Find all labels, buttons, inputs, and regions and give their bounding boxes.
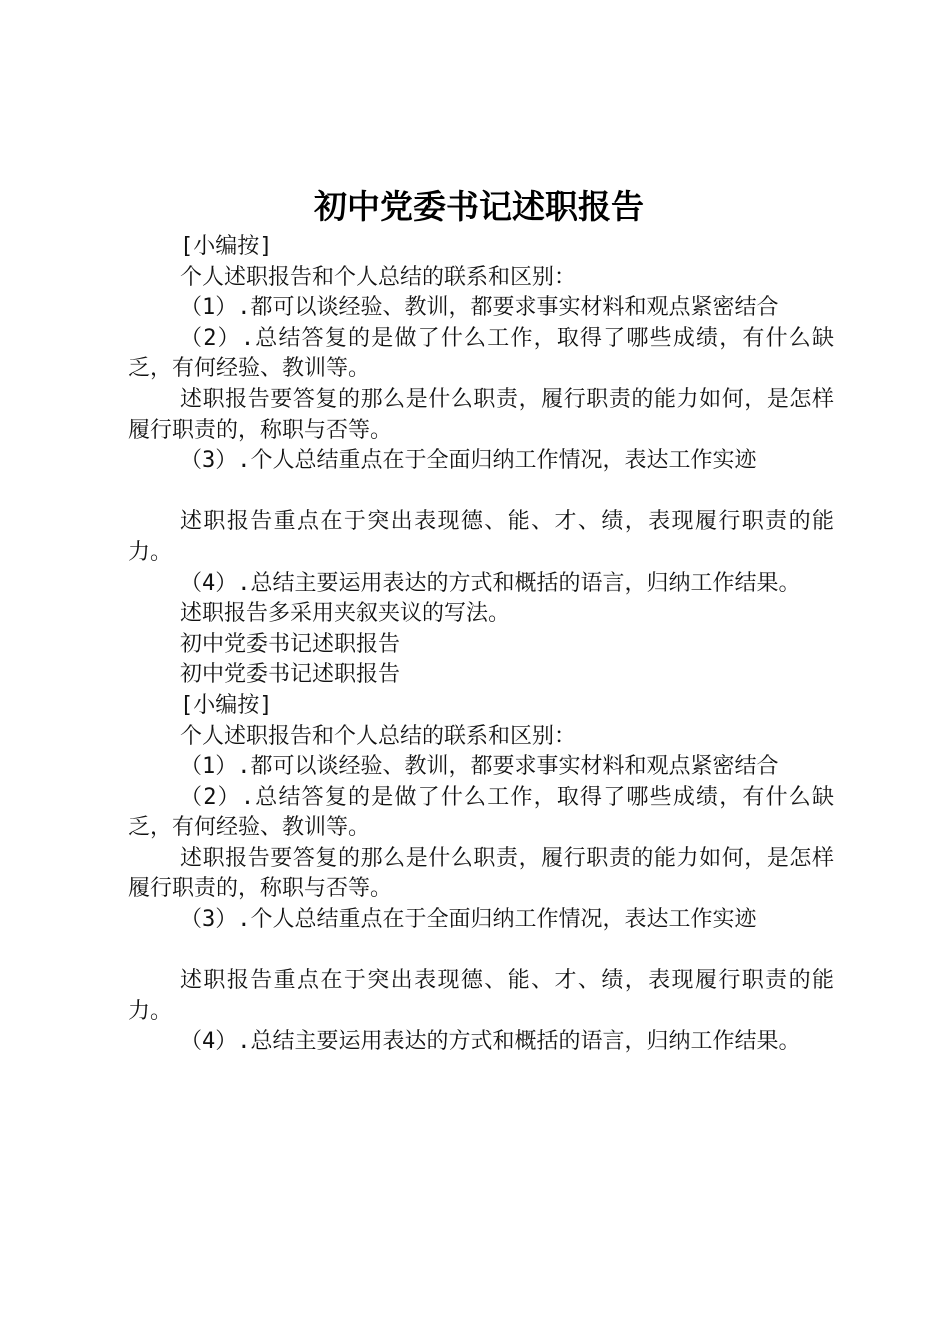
paragraph: 述职报告重点在于突出表现德、能、才、绩，表现履行职责的能力。 [128, 968, 834, 1024]
paragraph: 述职报告多采用夹叙夹议的写法。 [180, 601, 511, 627]
document-body [128, 232, 834, 1058]
paragraph: （3）.个人总结重点在于全面归纳工作情况，表达工作实迹 [180, 907, 757, 933]
paragraph: （1）.都可以谈经验、教训，都要求事实材料和观点紧密结合 [180, 295, 779, 321]
paragraph: 述职报告要答复的那么是什么职责，履行职责的能力如何，是怎样履行职责的，称职与否等。 [128, 845, 834, 902]
paragraph: 初中党委书记述职报告 [180, 662, 401, 688]
paragraph: 述职报告要答复的那么是什么职责，履行职责的能力如何，是怎样履行职责的，称职与否等。 [128, 386, 834, 443]
paragraph: [小编按] [180, 234, 273, 259]
paragraph: （2）.总结答复的是做了什么工作，取得了哪些成绩，有什么缺乏，有何经验、教训等。 [128, 784, 834, 841]
blank-line [128, 477, 834, 508]
paragraph: （4）.总结主要运用表达的方式和概括的语言，归纳工作结果。 [180, 570, 801, 596]
paragraph: 个人述职报告和个人总结的联系和区别： [180, 723, 577, 749]
document-title: 初中党委书记述职报告 [314, 187, 644, 226]
paragraph: （4）.总结主要运用表达的方式和概括的语言，归纳工作结果。 [180, 1029, 801, 1055]
paragraph: （1）.都可以谈经验、教训，都要求事实材料和观点紧密结合 [180, 754, 779, 780]
paragraph: （2）.总结答复的是做了什么工作，取得了哪些成绩，有什么缺乏，有何经验、教训等。 [128, 325, 834, 382]
blank-line [128, 936, 834, 967]
paragraph: （3）.个人总结重点在于全面归纳工作情况，表达工作实迹 [180, 448, 757, 474]
paragraph: [小编按] [180, 692, 273, 718]
paragraph: 述职报告重点在于突出表现德、能、才、绩，表现履行职责的能力。 [128, 509, 834, 565]
paragraph: 初中党委书记述职报告 [180, 631, 401, 657]
paragraph: 个人述职报告和个人总结的联系和区别： [180, 264, 577, 290]
